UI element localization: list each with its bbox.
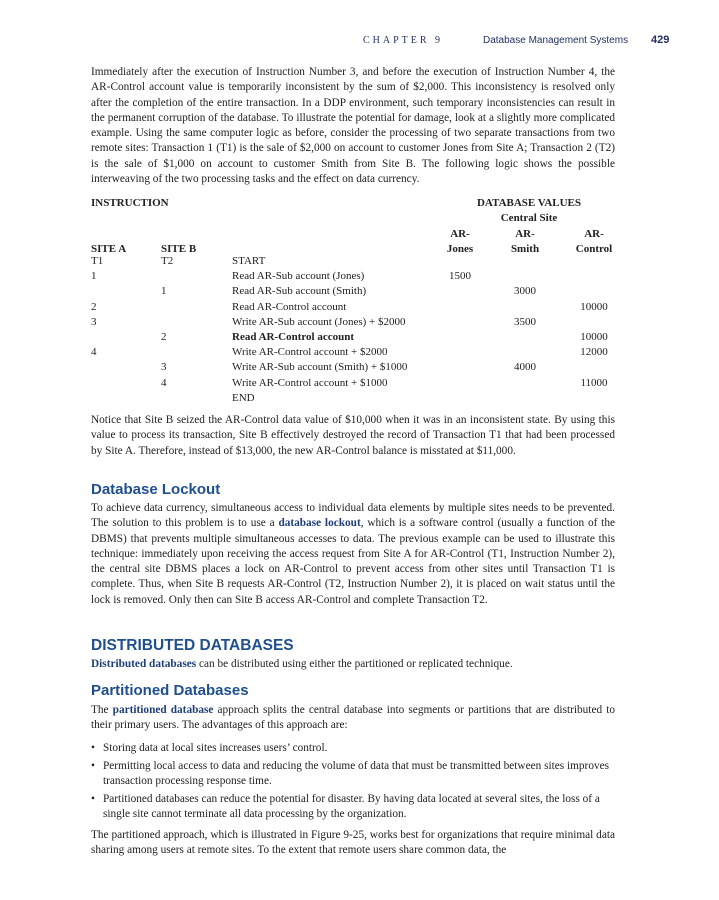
distributed-heading: DISTRIBUTED DATABASES — [91, 637, 294, 654]
intro-paragraph: Immediately after the execution of Instruction Number 3, and before the execution of Instruction Number 4, the AR-Control account value is temporarily inconsistent by the sum of $2,000. This inconsistency is resolved only after the completion of the entire transaction. In a DDP environment, such temporary inconsistencies can result in the permanent corruption of the database. To illustrate the potential for damage, look at a slightly more complicated example. Using the same computer logic as before, consider the processing of two separate transactions from two remote sites: Transaction 1 (T1) is the sale of $2,000 on account to customer Jones from Site A; Transaction 2 (T2) is the sale of $1,000 on account to customer Smith from Site B. The following logic shows the possible interweaving of the two processing tasks and the effect on data currency. — [91, 66, 615, 186]
lockout-term: database lockout — [278, 517, 361, 530]
partitioned-heading: Partitioned Databases — [91, 682, 249, 699]
running-title: Database Management Systems — [483, 35, 629, 46]
instruction-cell: Read AR-Control account — [232, 300, 347, 313]
page-number: 429 — [651, 34, 670, 46]
smith-header-1: AR- — [515, 228, 535, 240]
notice-paragraph: Notice that Site B seized the AR-Control data value of $10,000 when it was in an inconsistent state. By using this value to process its transaction, Site B effectively destroyed the record of Transaction T1 that had been processed by Site A. Therefore, instead of $13,000, the new AR-Control balance is misstated at $11,000. — [91, 414, 615, 457]
site-b-header: SITE B — [161, 243, 197, 255]
jones-value: 1500 — [449, 270, 471, 283]
site-b-cell: 2 — [161, 331, 167, 343]
distributed-paragraph — [91, 657, 615, 672]
instruction-cell: Read AR-Control account — [232, 331, 355, 343]
control-header-2: Control — [575, 243, 613, 255]
bullet-icon: • — [91, 759, 95, 772]
control-value: 10000 — [580, 331, 608, 343]
chapter-label: CHAPTER 9 — [363, 35, 444, 46]
instruction-cell: Write AR-Sub account (Jones) + $2000 — [232, 315, 406, 328]
site-a-header: SITE A — [91, 243, 127, 255]
list-item — [91, 741, 615, 756]
lockout-text-before: To achieve data currency, simultaneous access to individual data elements by multiple sites needs to be prevented. The solution to this problem is to use a — [91, 502, 615, 530]
smith-value: 3000 — [514, 285, 536, 298]
control-value: 11000 — [580, 376, 608, 389]
database-values-heading: DATABASE VALUES — [476, 197, 582, 209]
control-header-1: AR- — [584, 228, 604, 240]
site-b-cell: T2 — [161, 255, 174, 267]
instruction-cell: START — [232, 255, 266, 267]
instruction-cell: Write AR-Sub account (Smith) + $1000 — [232, 361, 408, 374]
control-value: 10000 — [580, 300, 608, 313]
distributed-text-after: can be distributed using either the partitioned or replicated technique. — [196, 658, 513, 670]
lockout-text-after: , which is a software control (usually a function of the DBMS) that prevents multiple simultaneous accesses to data. The previous example can be used to illustrate this technique: immediately upon receiving the access request from Site A for AR-Control (T1, Instruction Number 2), the central site DBMS places a lock on AR-Control to prevent access from other sites until Transaction T1 is complete. Thus, when Site B requests AR-Control (T2, Instruction Number 2), it is placed on wait status until the lock is removed. Only then can Site B access AR-Control and complete Transaction T2. — [91, 517, 615, 606]
list-item — [91, 792, 615, 823]
site-a-cell: T1 — [91, 255, 104, 267]
lockout-heading: Database Lockout — [91, 481, 221, 498]
site-b-cell: 1 — [161, 285, 167, 298]
site-b-cell: 4 — [161, 376, 167, 389]
instruction-heading: INSTRUCTION — [91, 197, 169, 209]
transaction-table — [91, 197, 621, 402]
control-value: 12000 — [580, 346, 608, 359]
site-b-cell: 3 — [161, 361, 167, 374]
partitioned-text-before: The — [91, 704, 113, 716]
bullet-icon: • — [91, 792, 95, 805]
bullet-icon: • — [91, 742, 95, 754]
page-header — [0, 33, 719, 49]
site-a-cell: 4 — [91, 346, 97, 359]
instruction-cell: Read AR-Sub account (Jones) — [232, 270, 365, 283]
partitioned-text-after: approach splits the central database into segments or partitions that are distributed to their primary users. The advantages of this approach are: — [91, 704, 615, 732]
bullet-text: Permitting local access to data and reducing the volume of data that must be transmitted between sites improves transaction processing response time. — [103, 759, 610, 788]
instruction-cell: Write AR-Control account + $1000 — [232, 376, 388, 389]
partitioned-paragraph — [91, 703, 615, 734]
smith-header-2: Smith — [510, 243, 540, 255]
smith-value: 3500 — [514, 315, 536, 328]
instruction-cell: END — [232, 391, 255, 404]
site-a-cell: 3 — [91, 315, 97, 328]
bullet-text: Storing data at local sites increases users’ control. — [103, 742, 328, 754]
central-site-heading: Central Site — [500, 212, 558, 224]
advantages-list — [91, 741, 615, 825]
closing-paragraph: The partitioned approach, which is illustrated in Figure 9-25, works best for organizations that require minimal data sharing among users at remote sites. To the extent that remote users share common data, the — [91, 829, 615, 857]
smith-value: 4000 — [514, 361, 536, 374]
site-a-cell: 1 — [91, 270, 97, 283]
jones-header-1: AR- — [450, 228, 470, 240]
instruction-cell: Write AR-Control account + $2000 — [232, 346, 388, 359]
partitioned-term: partitioned database — [112, 704, 214, 716]
lockout-paragraph — [91, 501, 615, 608]
jones-header-2: Jones — [446, 243, 474, 255]
list-item — [91, 759, 615, 790]
distributed-term: Distributed databases — [91, 658, 197, 670]
site-a-cell: 2 — [91, 300, 97, 313]
bullet-text: Partitioned databases can reduce the potential for disaster. By having data located at several sites, the loss of a single site cannot terminate all data processing by the organization. — [103, 792, 600, 821]
instruction-cell: Read AR-Sub account (Smith) — [232, 285, 367, 298]
